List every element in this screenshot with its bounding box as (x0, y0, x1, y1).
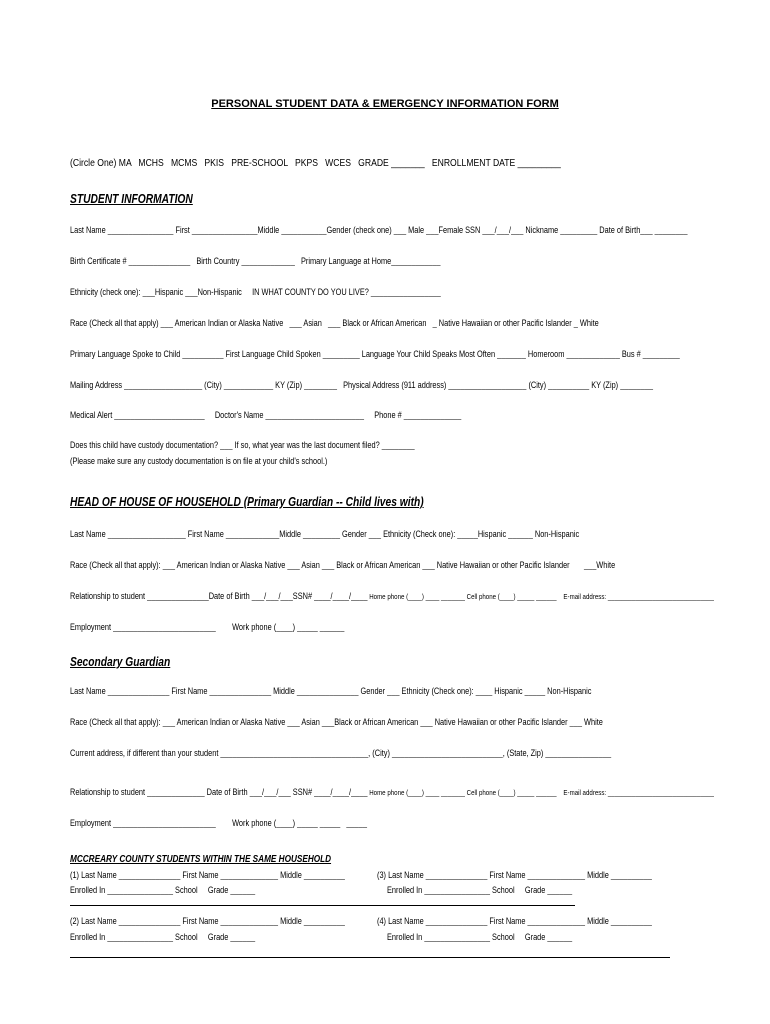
sibling-3-enrolled-line: Enrolled In ________________ School Grade ______ (387, 885, 573, 895)
hoh-relationship-text: Relationship to student _______________Date of Birth ___/___/___SSN# ____/____/____ (70, 591, 368, 601)
hoh-race-line: Race (Check all that apply): ___ American Indian or Alaska Native ___ Asian ___ Black or African American ___ Native Hawaiian or other Pacific Islander ___White (70, 560, 616, 570)
siblings-heading: MCCREARY COUNTY STUDENTS WITHIN THE SAME HOUSEHOLD (70, 854, 332, 865)
student-custody-line: Does this child have custody documentation? ___ If so, what year was the last document filed? ________ (70, 440, 415, 450)
secondary-guardian-heading: Secondary Guardian (70, 655, 171, 669)
sibling-2-enrolled-line: Enrolled In ________________ School Grade ______ (70, 932, 256, 942)
hoh-employment-line: Employment _________________________ Work phone (____) _____ ______ (70, 622, 345, 632)
sg-name-line: Last Name _______________ First Name _______________ Middle _______________ Gender ___ Ethnicity (Check one): ____ Hispanic _____ Non-Hispanic (70, 686, 592, 696)
siblings-divider-1 (70, 905, 575, 906)
sibling-4-enrolled-line: Enrolled In ________________ School Grade ______ (387, 932, 573, 942)
sibling-4-name-line: (4) Last Name _______________ First Name ______________ Middle __________ (377, 916, 652, 926)
sg-phone-text: Home phone (____) ____ _______ Cell phone (____) _____ ______ E-mail address: _______________________________ (367, 788, 714, 797)
student-language-line: Primary Language Spoke to Child __________ First Language Child Spoken _________ Language Your Child Speaks Most Often _______ Homeroom _____________ Bus # _________ (70, 349, 680, 359)
sibling-1-name-line: (1) Last Name _______________ First Name ______________ Middle __________ (70, 870, 345, 880)
student-race-line: Race (Check all that apply) ___ American Indian or Alaska Native ___ Asian ___ Black or African American _ Native Hawaiian or other Pacific Islander _ White (70, 318, 599, 328)
hoh-name-line: Last Name ___________________ First Name _____________Middle _________ Gender ___ Ethnicity (Check one): _____Hispanic ______ Non-Hispanic (70, 529, 580, 539)
student-information-heading: STUDENT INFORMATION (70, 192, 193, 206)
student-name-line: Last Name ________________ First ________________Middle ___________Gender (check one) ___ Male ___Female SSN ___/___/___ Nickname _________ Date of Birth___ ________ (70, 225, 688, 235)
student-custody-note: (Please make sure any custody documentation is on file at your child's school.) (70, 456, 328, 466)
sg-address-line: Current address, if different than your student ____________________________________, (City) ___________________________, (State, Zip) ________________ (70, 748, 612, 758)
student-ethnicity-line: Ethnicity (check one): ___Hispanic ___Non-Hispanic IN WHAT COUNTY DO YOU LIVE? _________________ (70, 287, 441, 297)
form-title: PERSONAL STUDENT DATA & EMERGENCY INFORMATION FORM (211, 98, 559, 110)
hoh-relationship-line (70, 592, 714, 601)
student-address-line: Mailing Address ___________________ (City) ____________ KY (Zip) ________ Physical Address (911 address) ___________________ (City) __________ KY (Zip) ________ (70, 380, 654, 390)
head-of-household-heading: HEAD OF HOUSE OF HOUSEHOLD (Primary Guardian -- Child lives with) (70, 495, 424, 509)
student-birth-line: Birth Certificate # _______________ Birth Country _____________ Primary Language at Home____________ (70, 256, 441, 266)
sg-race-line: Race (Check all that apply): ___ American Indian or Alaska Native ___ Asian ___Black or African American ___ Native Hawaiian or other Pacific Islander ___ White (70, 717, 603, 727)
sg-relationship-text: Relationship to student ______________ Date of Birth ___/___/___ SSN# ____/____/____ (70, 787, 368, 797)
sibling-1-enrolled-line: Enrolled In ________________ School Grade ______ (70, 885, 256, 895)
sibling-3-name-line: (3) Last Name _______________ First Name ______________ Middle __________ (377, 870, 652, 880)
student-medical-line: Medical Alert ______________________ Doctor's Name ________________________ Phone # ______________ (70, 410, 462, 420)
sg-relationship-line (70, 788, 714, 797)
sg-employment-line: Employment _________________________ Work phone (____) _____ _____ _____ (70, 818, 367, 828)
siblings-divider-2 (70, 957, 670, 958)
sibling-2-name-line: (2) Last Name _______________ First Name ______________ Middle __________ (70, 916, 345, 926)
hoh-phone-text: Home phone (____) ____ _______ Cell phone (____) _____ ______ E-mail address: _______________________________ (367, 592, 714, 601)
school-selection-line: (Circle One) MA MCHS MCMS PKIS PRE-SCHOOL PKPS WCES GRADE _______ ENROLLMENT DATE _________ (70, 157, 561, 169)
